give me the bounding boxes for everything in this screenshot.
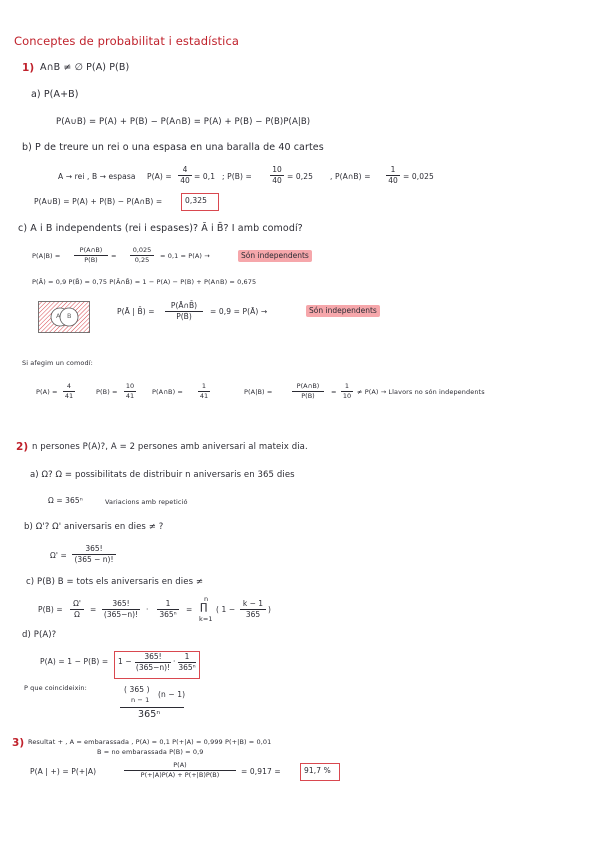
pb-factorial-num: 365! — [102, 600, 140, 610]
product-term-den: 365 — [245, 610, 261, 620]
coincide-denominator: 365ⁿ — [138, 709, 161, 720]
page-title: Conceptes de probabilitat i estadística — [14, 34, 240, 48]
pa-power-den: 365ⁿ — [178, 663, 196, 673]
complement-cond-fraction — [165, 302, 203, 322]
prob-a-label: P(A) = — [147, 172, 172, 181]
prob-a-num: 4 — [178, 166, 192, 176]
product-lower: k=1 — [199, 615, 213, 623]
venn-label-a: A — [56, 312, 61, 320]
problem-1-heading: A∩B ≠ ∅ P(A) P(B) — [40, 62, 130, 73]
coincide-label: P que coincideixin: — [24, 684, 87, 692]
bayes-den: P(+|A)P(A) + P(+|B)P(B) — [140, 771, 220, 780]
product-term-fraction — [240, 600, 266, 620]
problem-3-heading-2: B = no embarassada P(B) = 0,9 — [97, 748, 204, 756]
problem-2-number: 2) — [16, 441, 29, 453]
prob-b-label: ; P(B) = — [222, 172, 252, 181]
pa-power-fraction — [178, 653, 196, 673]
product-upper: n — [204, 595, 209, 603]
joker-pab-label: P(A∩B) = — [152, 388, 183, 396]
cond-prob-den: P(B) — [84, 256, 98, 265]
joker-cond-fraction — [292, 383, 324, 400]
prob-ab-fraction — [386, 166, 400, 186]
prob-ab-num: 1 — [386, 166, 400, 176]
omega-prime-fraction — [72, 545, 116, 565]
cond-prob-values-num: 0,025 — [130, 247, 154, 256]
complement-cond-den: P(B̄) — [176, 312, 192, 322]
problem-3-number: 3) — [12, 737, 25, 749]
omega-note: Variacions amb repetició — [105, 498, 188, 506]
pb-omega-num: Ω' — [70, 600, 84, 610]
part-2a-label: a) Ω? Ω = possibilitats de distribuir n aniversaris en 365 dies — [30, 470, 295, 480]
event-definitions: A → rei , B → espasa — [58, 172, 136, 181]
cond-prob-fraction — [74, 247, 108, 264]
joker-pb-label: P(B) = — [96, 388, 118, 396]
pa-box-prefix: 1 − — [118, 657, 132, 666]
omega-value: Ω = 365ⁿ — [48, 496, 83, 505]
joker-cond-values — [341, 383, 353, 400]
prob-b-value: = 0,25 — [287, 172, 313, 181]
union-formula: P(A∪B) = P(A) + P(B) − P(A∩B) = P(A) + P(B) − P(B)P(A|B) — [56, 117, 311, 127]
pa-factorial-fraction — [135, 653, 171, 673]
joker-pa-den: 41 — [64, 392, 74, 401]
pb-dot: · — [146, 605, 149, 614]
prob-ab-label: , P(A∩B) = — [330, 172, 371, 181]
pb-power-den: 365ⁿ — [159, 610, 177, 620]
cond-prob-num: P(A∩B) — [74, 247, 108, 256]
joker-heading: Si afegim un comodí: — [22, 359, 93, 367]
omega-prime-num: 365! — [72, 545, 116, 555]
joker-pa-fraction — [63, 383, 75, 400]
bayes-lhs: P(A | +) = P(+|A) — [30, 767, 97, 776]
joker-pb-den: 41 — [125, 392, 135, 401]
joker-pa-label: P(A) = — [36, 388, 58, 396]
cond-prob-values — [130, 247, 154, 264]
joker-pab-den: 41 — [199, 392, 209, 401]
pa-factorial-num: 365! — [135, 653, 171, 663]
bayes-value: = 0,917 = — [241, 767, 281, 776]
coincide-fraction-bar — [120, 707, 184, 708]
complement-cond-num: P(Ā∩B̄) — [165, 302, 203, 312]
joker-cond-values-num: 1 — [341, 383, 353, 392]
pb-omega-den: Ω — [74, 610, 80, 620]
union-result: 0,325 — [185, 196, 207, 205]
joker-cond-num: P(A∩B) — [292, 383, 324, 392]
part-2d-label: d) P(A)? — [22, 630, 57, 640]
problem-2-heading: n persones P(A)?, A = 2 persones amb aniversari al mateix dia. — [32, 442, 308, 452]
pb-equals-2: = — [186, 605, 193, 614]
product-symbol: ∏ — [200, 602, 208, 613]
part-a-label: a) P(A+B) — [31, 89, 79, 100]
pb-factorial-fraction — [102, 600, 140, 620]
part-b-label: b) P de treure un rei o una espasa en una baralla de 40 cartes — [22, 142, 324, 153]
venn-diagram — [38, 301, 90, 333]
pa-complement-formula: P(A) = 1 − P(B) = — [40, 657, 109, 666]
cond-prob-values-den: 0,25 — [134, 256, 150, 265]
joker-pab-num: 1 — [198, 383, 210, 392]
venn-label-b: B — [67, 312, 72, 320]
prob-b-num: 10 — [270, 166, 284, 176]
joker-pb-fraction — [124, 383, 136, 400]
joker-pa-num: 4 — [63, 383, 75, 392]
product-term-num: k − 1 — [240, 600, 266, 610]
bayes-fraction — [124, 762, 236, 779]
part-2c-label: c) P(B) B = tots els aniversaris en dies ≠ — [26, 577, 204, 587]
pa-factorial-den: (365−n)! — [135, 663, 171, 673]
pa-dot: · — [173, 657, 176, 666]
joker-pb-num: 10 — [124, 383, 136, 392]
bayes-num: P(A) — [124, 762, 236, 771]
complement-cond-label: P(Ā | B̄) = — [117, 307, 155, 316]
product-term-close: ) — [268, 605, 272, 614]
joker-cond-values-den: 10 — [342, 392, 352, 401]
venn-diagram-svg — [38, 301, 90, 333]
cond-prob-equals: = — [111, 252, 117, 260]
prob-b-fraction — [270, 166, 284, 186]
prob-a-fraction — [178, 166, 192, 186]
joker-pab-fraction — [198, 383, 210, 400]
cond-prob-result: = 0,1 = P(A) → — [160, 252, 210, 260]
problem-1-number: 1) — [22, 62, 35, 74]
pb-equals-1: = — [90, 605, 97, 614]
prob-a-den: 40 — [180, 176, 190, 186]
complement-probabilities: P(Ā) = 0,9 P(B̄) = 0,75 P(Ā∩B̄) = 1 − P(A) − P(B) + P(A∩B) = 0,675 — [32, 278, 257, 286]
pb-factorial-den: (365−n)! — [103, 610, 139, 620]
part-2b-label: b) Ω'? Ω' aniversaris en dies ≠ ? — [24, 522, 164, 532]
pa-power-num: 1 — [178, 653, 196, 663]
binomial-top: ( 365 ) — [124, 685, 150, 694]
problem-3-heading: Resultat + , A = embarassada , P(A) = 0,1 P(+|A) = 0,999 P(+|B) = 0,01 — [28, 738, 272, 746]
cond-prob-label: P(A|B) = — [32, 252, 61, 260]
independent-tag-2: Són independents — [306, 305, 380, 317]
complement-cond-result: = 0,9 = P(Ā) → — [210, 307, 268, 316]
joker-cond-den: P(B) — [301, 392, 315, 401]
omega-prime-den: (365 − n)! — [74, 555, 114, 565]
independent-tag-1: Són independents — [238, 250, 312, 262]
bayes-result: 91,7 % — [304, 766, 331, 775]
prob-ab-den: 40 — [388, 176, 398, 186]
pb-power-fraction — [157, 600, 179, 620]
product-term-open: ( 1 − — [216, 605, 236, 614]
omega-prime-label: Ω' = — [50, 551, 67, 560]
joker-conclusion: ≠ P(A) → Llavors no són independents — [357, 388, 485, 396]
prob-ab-value: = 0,025 — [403, 172, 434, 181]
binomial-sub: n − 1 — [131, 696, 150, 704]
union-calc: P(A∪B) = P(A) + P(B) − P(A∩B) = — [34, 197, 163, 206]
prob-a-value: = 0,1 — [194, 172, 216, 181]
pb-label: P(B) = — [38, 605, 63, 614]
pb-power-num: 1 — [157, 600, 179, 610]
joker-cond-label: P(A|B) = — [244, 388, 273, 396]
prob-b-den: 40 — [272, 176, 282, 186]
pb-omega-fraction — [70, 600, 84, 620]
part-c-label: c) A i B independents (rei i espases)? Ā i B̄? I amb comodí? — [18, 223, 303, 234]
binomial-factor: (n − 1) — [158, 690, 186, 699]
joker-cond-equals: = — [331, 388, 337, 396]
